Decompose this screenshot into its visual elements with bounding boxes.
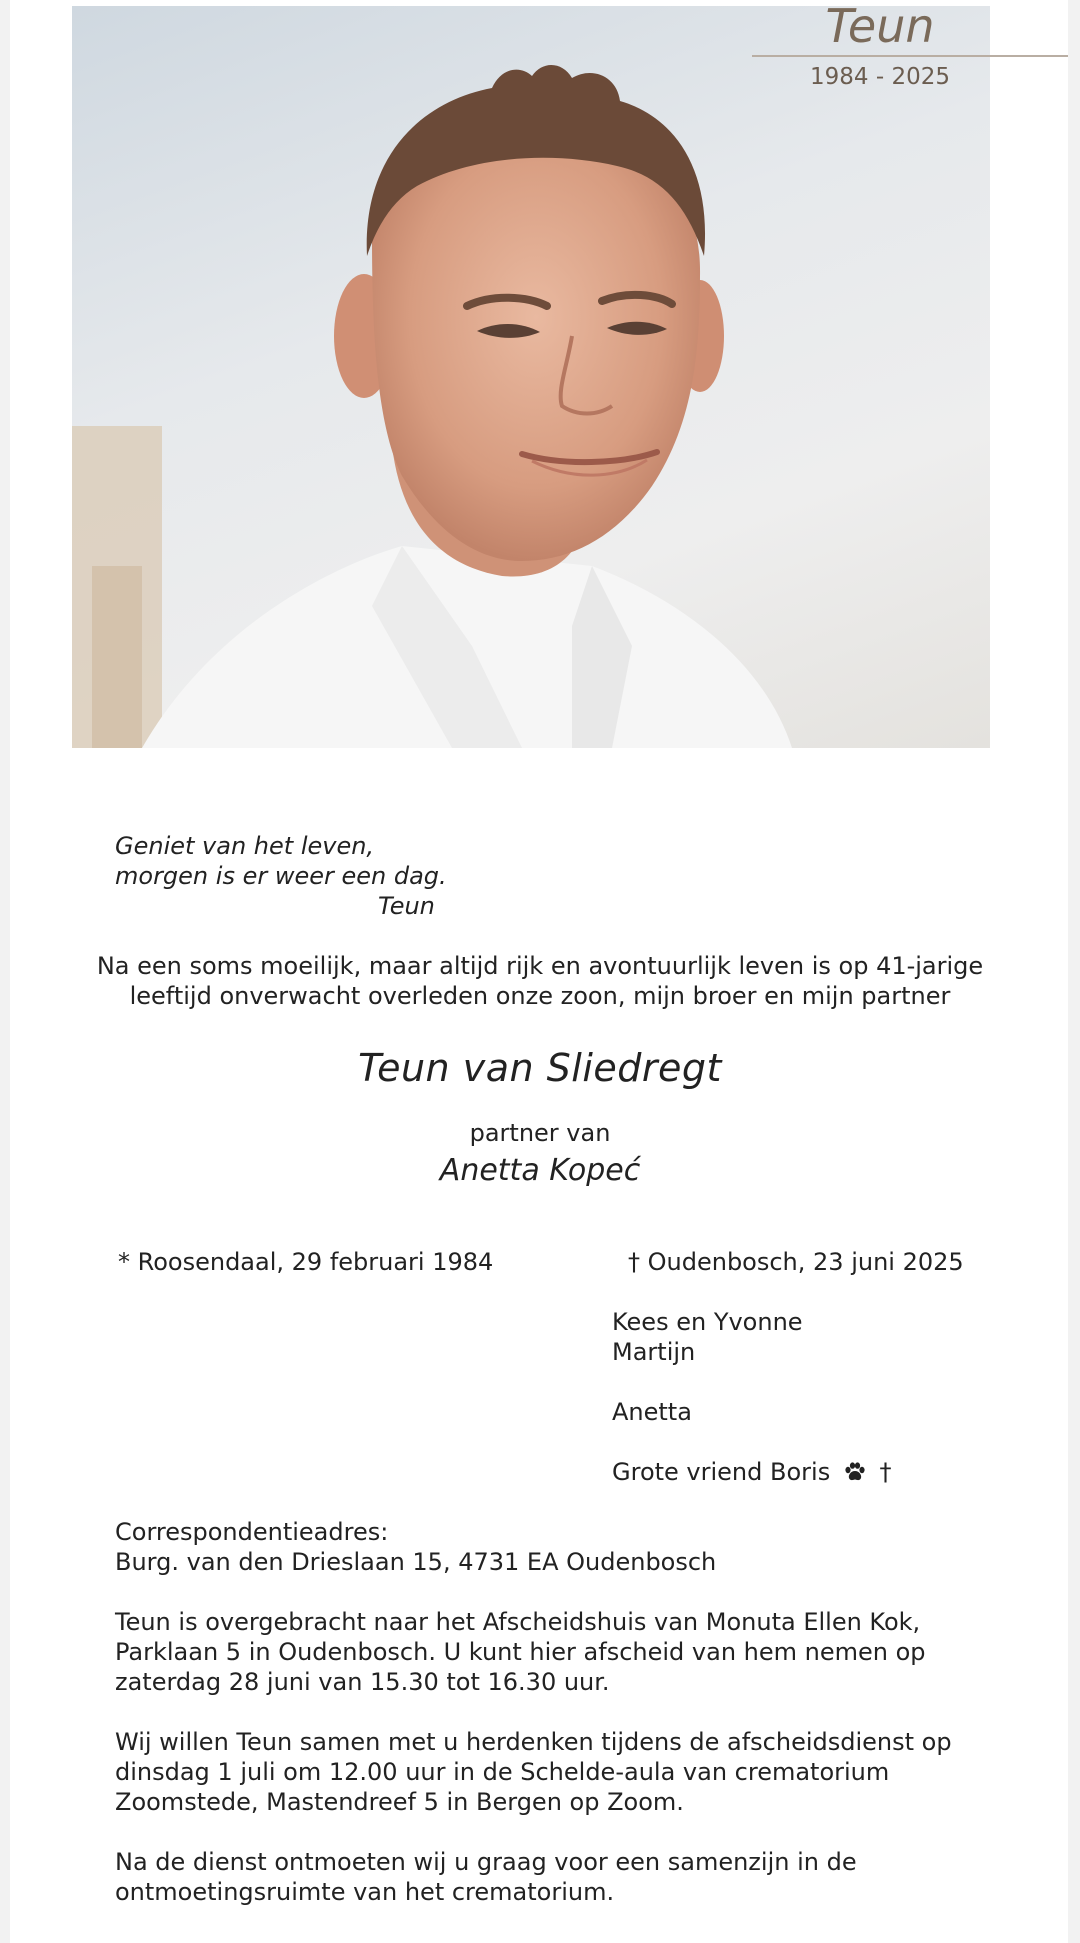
- partner-name: Anetta Kopeć: [439, 1153, 641, 1188]
- poem-author: Teun: [378, 892, 435, 920]
- family-friend-row: [612, 1457, 891, 1487]
- header-years: 1984 - 2025: [810, 64, 950, 90]
- correspondence-address: Burg. van den Drieslaan 15, 4731 EA Oudenbosch: [115, 1548, 717, 1576]
- paragraph-2-line-3: Zoomstede, Mastendreef 5 in Bergen op Zoom.: [115, 1788, 684, 1816]
- family-friend: Grote vriend Boris: [612, 1458, 831, 1486]
- paragraph-1-line-2: Parklaan 5 in Oudenbosch. U kunt hier afscheid van hem nemen op: [115, 1638, 926, 1666]
- friend-cross-icon: †: [879, 1458, 892, 1486]
- paragraph-2-line-1: Wij willen Teun samen met u herdenken tijdens de afscheidsdienst op: [115, 1728, 952, 1756]
- family-brother: Martijn: [612, 1338, 696, 1366]
- family-partner: Anetta: [612, 1398, 692, 1426]
- birth-info: * Roosendaal, 29 februari 1984: [118, 1248, 494, 1276]
- portrait-photo: [72, 6, 990, 748]
- paw-icon: [844, 1462, 866, 1482]
- poem-line-1: Geniet van het leven,: [115, 832, 375, 860]
- partner-label: partner van: [469, 1119, 611, 1147]
- paragraph-3-line-1: Na de dienst ontmoeten wij u graag voor een samenzijn in de: [115, 1848, 857, 1876]
- paragraph-2-line-2: dinsdag 1 juli om 12.00 uur in de Schelde-aula van crematorium: [115, 1758, 890, 1786]
- death-info: † Oudenbosch, 23 juni 2025: [628, 1248, 964, 1276]
- header-first-name: Teun: [825, 0, 935, 53]
- header-divider: [752, 55, 1068, 57]
- paragraph-1-line-3: zaterdag 28 juni van 15.30 tot 16.30 uur.: [115, 1668, 610, 1696]
- intro-line-1: Na een soms moeilijk, maar altijd rijk en avontuurlijk leven is op 41-jarige: [96, 952, 984, 980]
- poem-line-2: morgen is er weer een dag.: [115, 862, 447, 890]
- paragraph-3-line-2: ontmoetingsruimte van het crematorium.: [115, 1878, 615, 1906]
- intro-line-2: leeftijd onverwacht overleden onze zoon, mijn broer en mijn partner: [129, 982, 951, 1010]
- deceased-full-name: Teun van Sliedregt: [358, 1046, 722, 1090]
- family-parents: Kees en Yvonne: [612, 1308, 803, 1336]
- portrait-illustration: [72, 6, 990, 748]
- paragraph-1-line-1: Teun is overgebracht naar het Afscheidshuis van Monuta Ellen Kok,: [115, 1608, 921, 1636]
- correspondence-label: Correspondentieadres:: [115, 1518, 389, 1546]
